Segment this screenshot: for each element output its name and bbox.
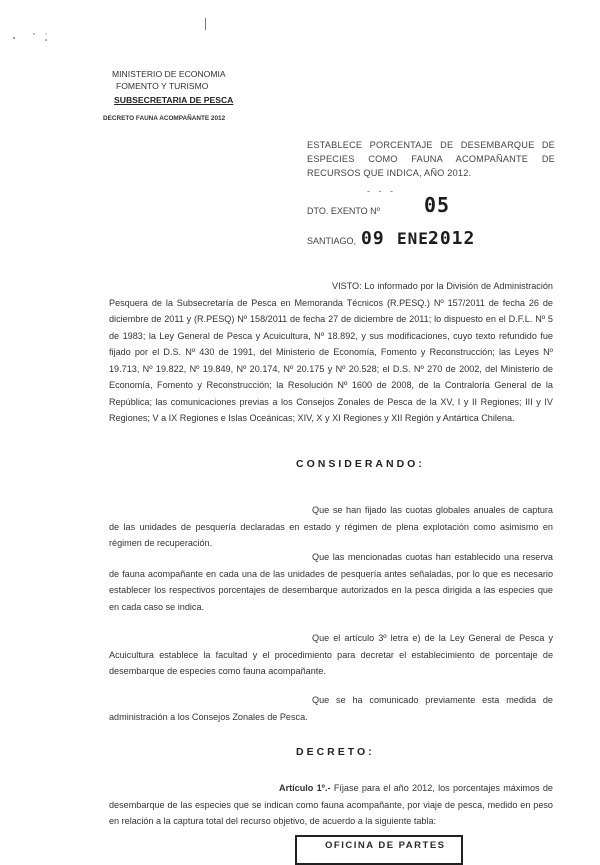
visto-text: VISTO: Lo informado por la División de Administración Pesquera de la Subsecretaría de Pesca en Memoranda Técnicos (R.PESQ.) Nº 157/2011 de fecha 26 de diciembre de 2011 y (R.PESQ) Nº 158/2011 de fecha 27 de diciembre de 2011; lo dispuesto en el D.F.L. Nº 5 de 1983; la Ley General de Pesca y Acuicultura, Nº 18.892, y sus modificaciones, cuyo texto refundido fue fijado por el D.S. Nº 430 de 1991, del Ministerio de Economía, Fomento y Reconstrucción; las Leyes Nº 19.713, Nº 19.822, Nº 19.849, Nº 20.174, Nº 20.175 y Nº 20.528; el D.S. Nº 270 de 2002, del Ministerio de Economía, Fomento y Reconstrucción; la Resolución Nº 1600 de 2008, de la Contraloría General de la República; las comunicaciones previas a los Consejos Zonales de Pesca de la XV, I y II Regiones; III y IV Regiones; V a IX Regiones e Islas Oceánicas; XIV, X y XI Regiones y XII Región y Antártica Chilena. bbox=[109, 281, 553, 423]
decree-label: DTO. EXENTO Nº bbox=[307, 206, 380, 216]
scan-specks bbox=[12, 30, 52, 44]
decreto-heading: DECRETO: bbox=[296, 746, 375, 758]
visto-paragraph bbox=[109, 278, 553, 427]
considerando-item bbox=[109, 692, 553, 725]
decree-day: 09 bbox=[361, 228, 385, 249]
considerando-item bbox=[109, 630, 553, 680]
scan-mark bbox=[205, 18, 206, 30]
decree-title: ESTABLECE PORCENTAJE DE DESEMBARQUE DE ESPECIES COMO FAUNA ACOMPAÑANTE DE RECURSOS QUE INDICA, AÑO 2012. bbox=[307, 140, 555, 178]
considerando-heading: CONSIDERANDO: bbox=[296, 458, 425, 470]
considerando-item bbox=[109, 502, 553, 552]
document-code: DECRETO FAUNA ACOMPAÑANTE 2012 bbox=[103, 115, 226, 122]
considerando-text: Que se han fijado las cuotas globales anuales de captura de las unidades de pesquería declaradas en estado y régimen de plena explotación como asimismo en régimen de recuperación. bbox=[109, 505, 553, 548]
considerando-text: Que se ha comunicado previamente esta medida de administración a los Consejos Zonales de Pesca. bbox=[109, 695, 553, 722]
ministry-subtitle: FOMENTO Y TURISMO bbox=[116, 81, 209, 91]
considerando-text: Que el artículo 3º letra e) de la Ley General de Pesca y Acuicultura establece la facultad y el procedimiento para decretar el establecimiento de porcentaje de desembarque de especies como fauna acompañante. bbox=[109, 633, 553, 676]
articulo-1-text: Fíjase para el año 2012, los porcentajes máximos de desembarque de las especies que se indican como fauna acompañante, por viaje de pesca, medido en peso en relación a la captura total del recurso objetivo, de acuerdo a la siguiente tabla: bbox=[109, 783, 553, 826]
ministry-name: MINISTERIO DE ECONOMIA bbox=[112, 69, 226, 79]
title-dashes: - - - bbox=[367, 186, 396, 196]
ministry-header bbox=[112, 68, 272, 106]
decree-year: 2012 bbox=[428, 228, 476, 249]
considerando-item bbox=[109, 549, 553, 615]
decree-month: ENE. bbox=[397, 229, 440, 248]
articulo-1-label: Artículo 1º.- bbox=[279, 783, 331, 793]
oficina-partes-stamp: OFICINA DE PARTES bbox=[295, 835, 463, 865]
subsecretaria-name: SUBSECRETARIA DE PESCA bbox=[114, 95, 234, 105]
considerando-text: Que las mencionadas cuotas han establecido una reserva de fauna acompañante en cada una de las unidades de pesquería antes señaladas, por lo que es necesario establecer los respectivos porcentajes de desembarque autorizados en la pesca dirigida a las especies que en cada caso se indica. bbox=[109, 552, 553, 612]
articulo-1 bbox=[109, 780, 553, 830]
decree-number: 05 bbox=[424, 193, 451, 217]
decree-place: SANTIAGO, bbox=[307, 236, 357, 246]
